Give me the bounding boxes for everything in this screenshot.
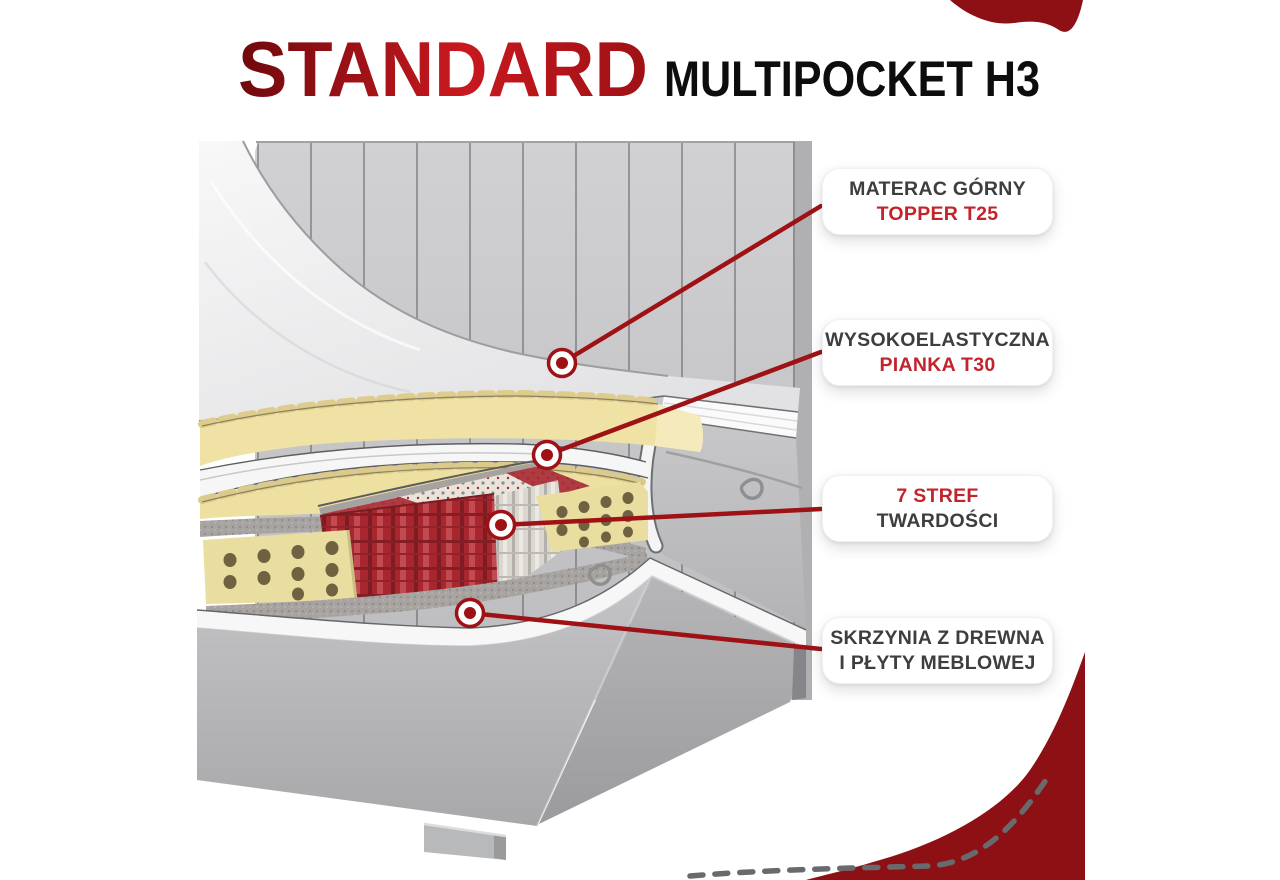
callout-topper-line1: MATERAC GÓRNY	[849, 177, 1026, 200]
corner-blob-bottom	[806, 652, 1085, 880]
bed-foot	[424, 824, 506, 860]
callout-box-line2: I PŁYTY MEBLOWEJ	[839, 651, 1036, 674]
page-subtitle: MULTIPOCKET H3	[664, 51, 1040, 107]
callout-topper-line2: TOPPER T25	[876, 202, 999, 225]
title-block	[0, 0, 1280, 125]
callout-foam	[822, 319, 1053, 386]
callout-topper	[822, 168, 1053, 235]
callout-foam-line2: PIANKA T30	[879, 353, 996, 376]
callout-box	[822, 617, 1053, 684]
callout-box-line1: SKRZYNIA Z DREWNA	[830, 626, 1045, 649]
page-title: STANDARD	[238, 25, 648, 113]
callout-foam-line1: WYSOKOELASTYCZNA	[825, 328, 1050, 351]
callout-zones-line1: 7 STREF	[896, 484, 979, 507]
callout-zones	[822, 475, 1053, 542]
callout-zones-line2: TWARDOŚCI	[876, 509, 999, 532]
